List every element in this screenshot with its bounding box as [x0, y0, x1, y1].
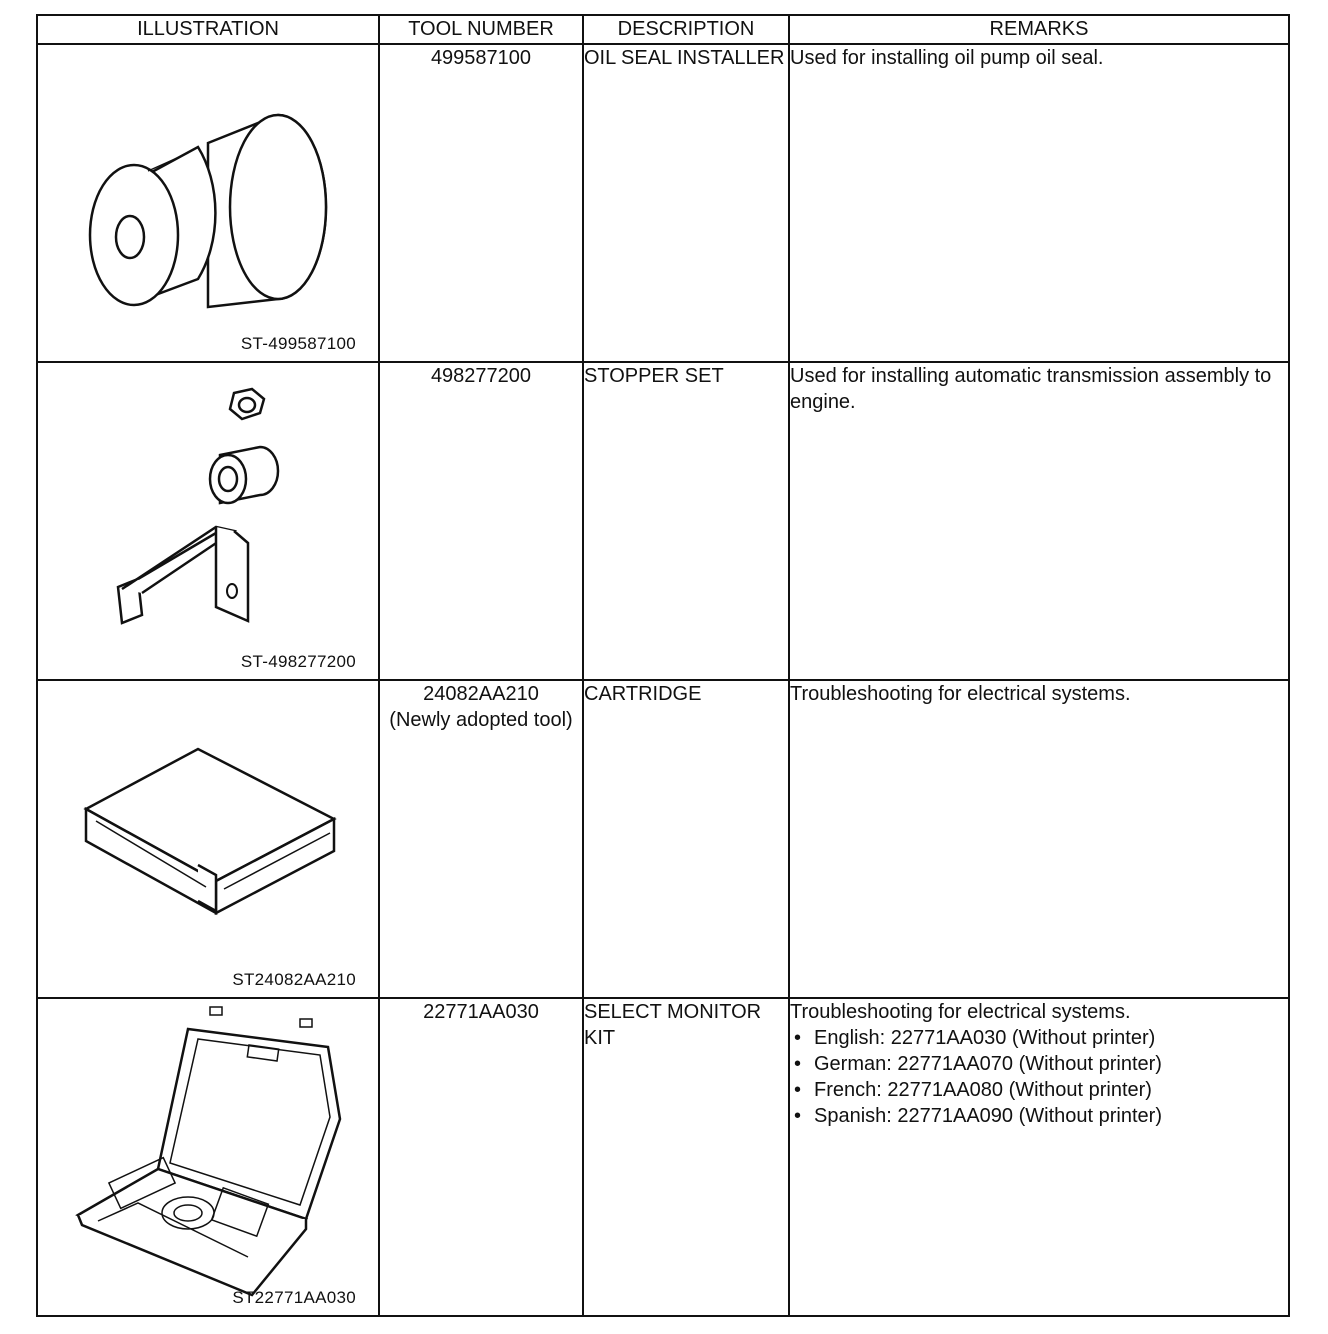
illustration-cell [37, 680, 379, 998]
header-description: DESCRIPTION [583, 15, 789, 44]
list-item: • English: 22771AA030 (Without printer) [790, 1025, 1288, 1051]
illustration-code: ST24082AA210 [232, 970, 356, 989]
tool-number: 24082AA210 [423, 683, 539, 705]
description-cell [583, 44, 789, 362]
list-item: • German: 22771AA070 (Without printer) [790, 1051, 1288, 1077]
remarks-cell [789, 362, 1289, 680]
description-cell [583, 680, 789, 998]
illustration-cell [37, 44, 379, 362]
description: SELECT MONITOR KIT [584, 1001, 762, 1049]
illustration-code: ST22771AA030 [232, 1288, 356, 1307]
table-row [37, 998, 1289, 1316]
special-tools-table [36, 14, 1290, 1317]
header-remarks: REMARKS [789, 15, 1289, 44]
tool-number-cell [379, 998, 583, 1316]
list-item: • French: 22771AA080 (Without printer) [790, 1077, 1288, 1103]
illustration-code: ST-498277200 [240, 652, 356, 671]
description: STOPPER SET [584, 365, 724, 387]
illustration-cell [37, 998, 379, 1316]
remarks: Troubleshooting for electrical systems. [790, 683, 1131, 705]
stopper-set-illustration [38, 363, 378, 679]
select-monitor-kit-illustration [38, 999, 378, 1315]
illustration-code: ST-499587100 [240, 334, 356, 353]
tool-number-note: (Newly adopted tool) [389, 709, 573, 731]
description: OIL SEAL INSTALLER [584, 47, 785, 69]
oil-seal-installer-illustration [38, 45, 378, 361]
tool-number-cell [379, 44, 583, 362]
illustration-cell [37, 362, 379, 680]
header-illustration: ILLUSTRATION [37, 15, 379, 44]
table-row [37, 44, 1289, 362]
description: CARTRIDGE [584, 683, 702, 705]
table-row [37, 680, 1289, 998]
tool-number: 498277200 [430, 365, 532, 387]
header-tool-number: TOOL NUMBER [379, 15, 583, 44]
table-row [37, 362, 1289, 680]
remarks-cell [789, 44, 1289, 362]
tool-number: 499587100 [430, 47, 532, 69]
remarks-cell [789, 998, 1289, 1316]
tool-number: 22771AA030 [423, 1001, 539, 1023]
tool-number-cell [379, 680, 583, 998]
remarks: Troubleshooting for electrical systems. [790, 1001, 1131, 1023]
description-cell [583, 998, 789, 1316]
remarks: Used for installing automatic transmission assembly to engine. [790, 365, 1272, 413]
header-row [37, 15, 1289, 44]
description-cell [583, 362, 789, 680]
remarks-bullet-list [790, 1025, 1288, 1129]
tool-number-cell [379, 362, 583, 680]
remarks: Used for installing oil pump oil seal. [790, 47, 1104, 69]
remarks-cell [789, 680, 1289, 998]
cartridge-illustration [38, 681, 378, 997]
list-item: • Spanish: 22771AA090 (Without printer) [790, 1103, 1288, 1129]
